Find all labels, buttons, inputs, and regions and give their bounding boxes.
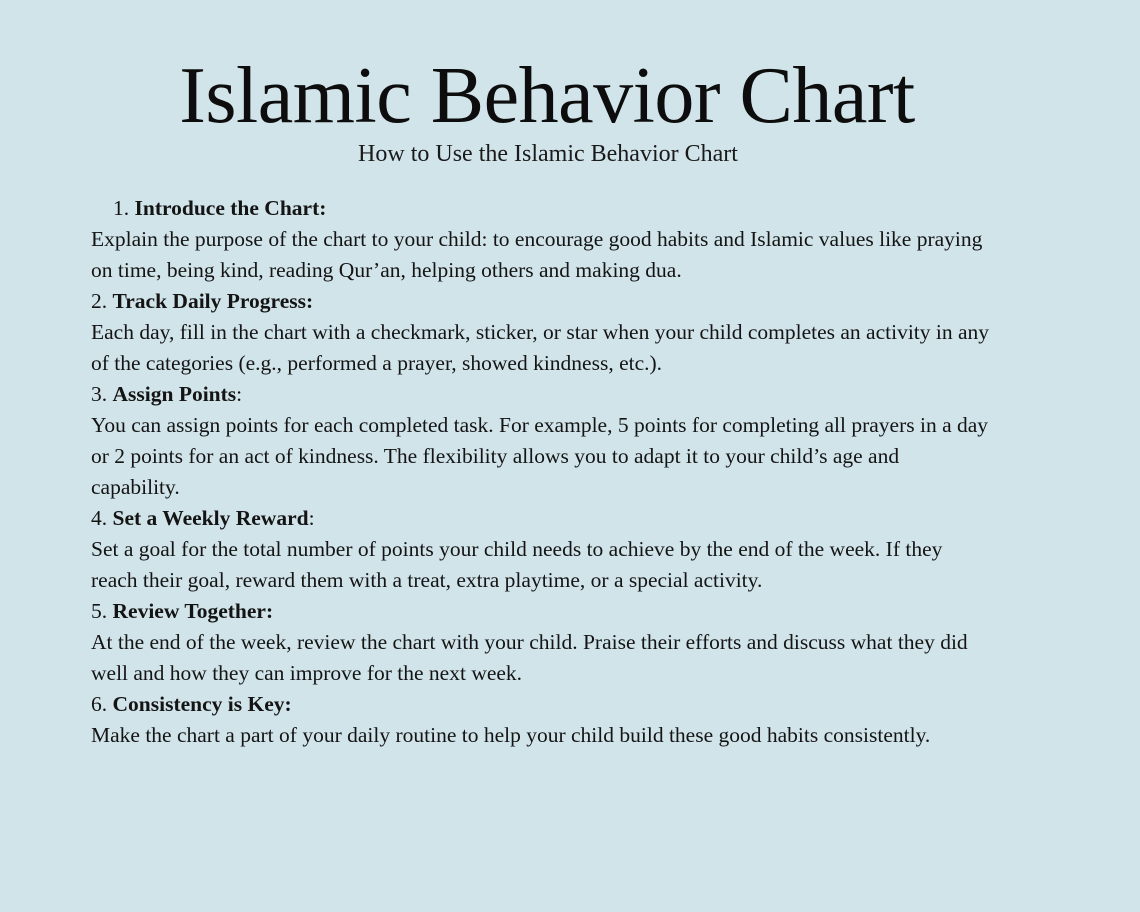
step-heading [91, 193, 1091, 224]
step-number: 4. [91, 506, 113, 530]
step-description: You can assign points for each completed task. For example, 5 points for completing all prayers in a day or 2 points for an act of kindness. The flexibility allows you to adapt it to your child’s age and capability. [91, 413, 989, 499]
step-consistency-is-key [91, 689, 1091, 751]
step-description: Each day, fill in the chart with a checkmark, sticker, or star when your child completes an activity in any of the categories (e.g., performed a prayer, showed kindness, etc.). [91, 320, 990, 375]
page-title: Islamic Behavior Chart [179, 52, 915, 140]
step-number: 3. [91, 382, 113, 406]
step-assign-points [91, 379, 1091, 503]
step-description: Set a goal for the total number of points your child needs to achieve by the end of the week. If they reach their goal, reward them with a treat, extra playtime, or a special activity. [91, 537, 943, 592]
step-heading [91, 689, 1091, 720]
step-title: Introduce the Chart: [134, 196, 327, 220]
step-title: Set a Weekly Reward [112, 506, 309, 530]
step-heading [91, 503, 1091, 534]
step-title: Assign Points [112, 382, 237, 406]
step-description: At the end of the week, review the chart with your child. Praise their efforts and discuss what they did well and how they can improve for the next week. [91, 630, 968, 685]
step-heading [91, 286, 1091, 317]
step-number: 2. [91, 289, 113, 313]
step-description: Make the chart a part of your daily routine to help your child build these good habits consistently. [91, 723, 931, 747]
step-introduce-the-chart [91, 193, 1091, 286]
instructions-list [91, 193, 1091, 751]
step-heading [91, 596, 1091, 627]
step-title-suffix: : [308, 506, 315, 530]
step-number: 5. [91, 599, 113, 623]
step-title-suffix: : [236, 382, 243, 406]
step-description: Explain the purpose of the chart to your child: to encourage good habits and Islamic values like praying on time, being kind, reading Qur’an, helping others and making dua. [91, 227, 983, 282]
step-review-together [91, 596, 1091, 689]
page-subtitle: How to Use the Islamic Behavior Chart [358, 141, 738, 167]
step-title: Review Together: [112, 599, 274, 623]
step-title: Track Daily Progress: [112, 289, 314, 313]
step-title: Consistency is Key: [112, 692, 292, 716]
step-heading [91, 379, 1091, 410]
step-number: 6. [91, 692, 113, 716]
step-number: 1. [113, 196, 135, 220]
step-track-daily-progress [91, 286, 1091, 379]
step-set-a-weekly-reward [91, 503, 1091, 596]
